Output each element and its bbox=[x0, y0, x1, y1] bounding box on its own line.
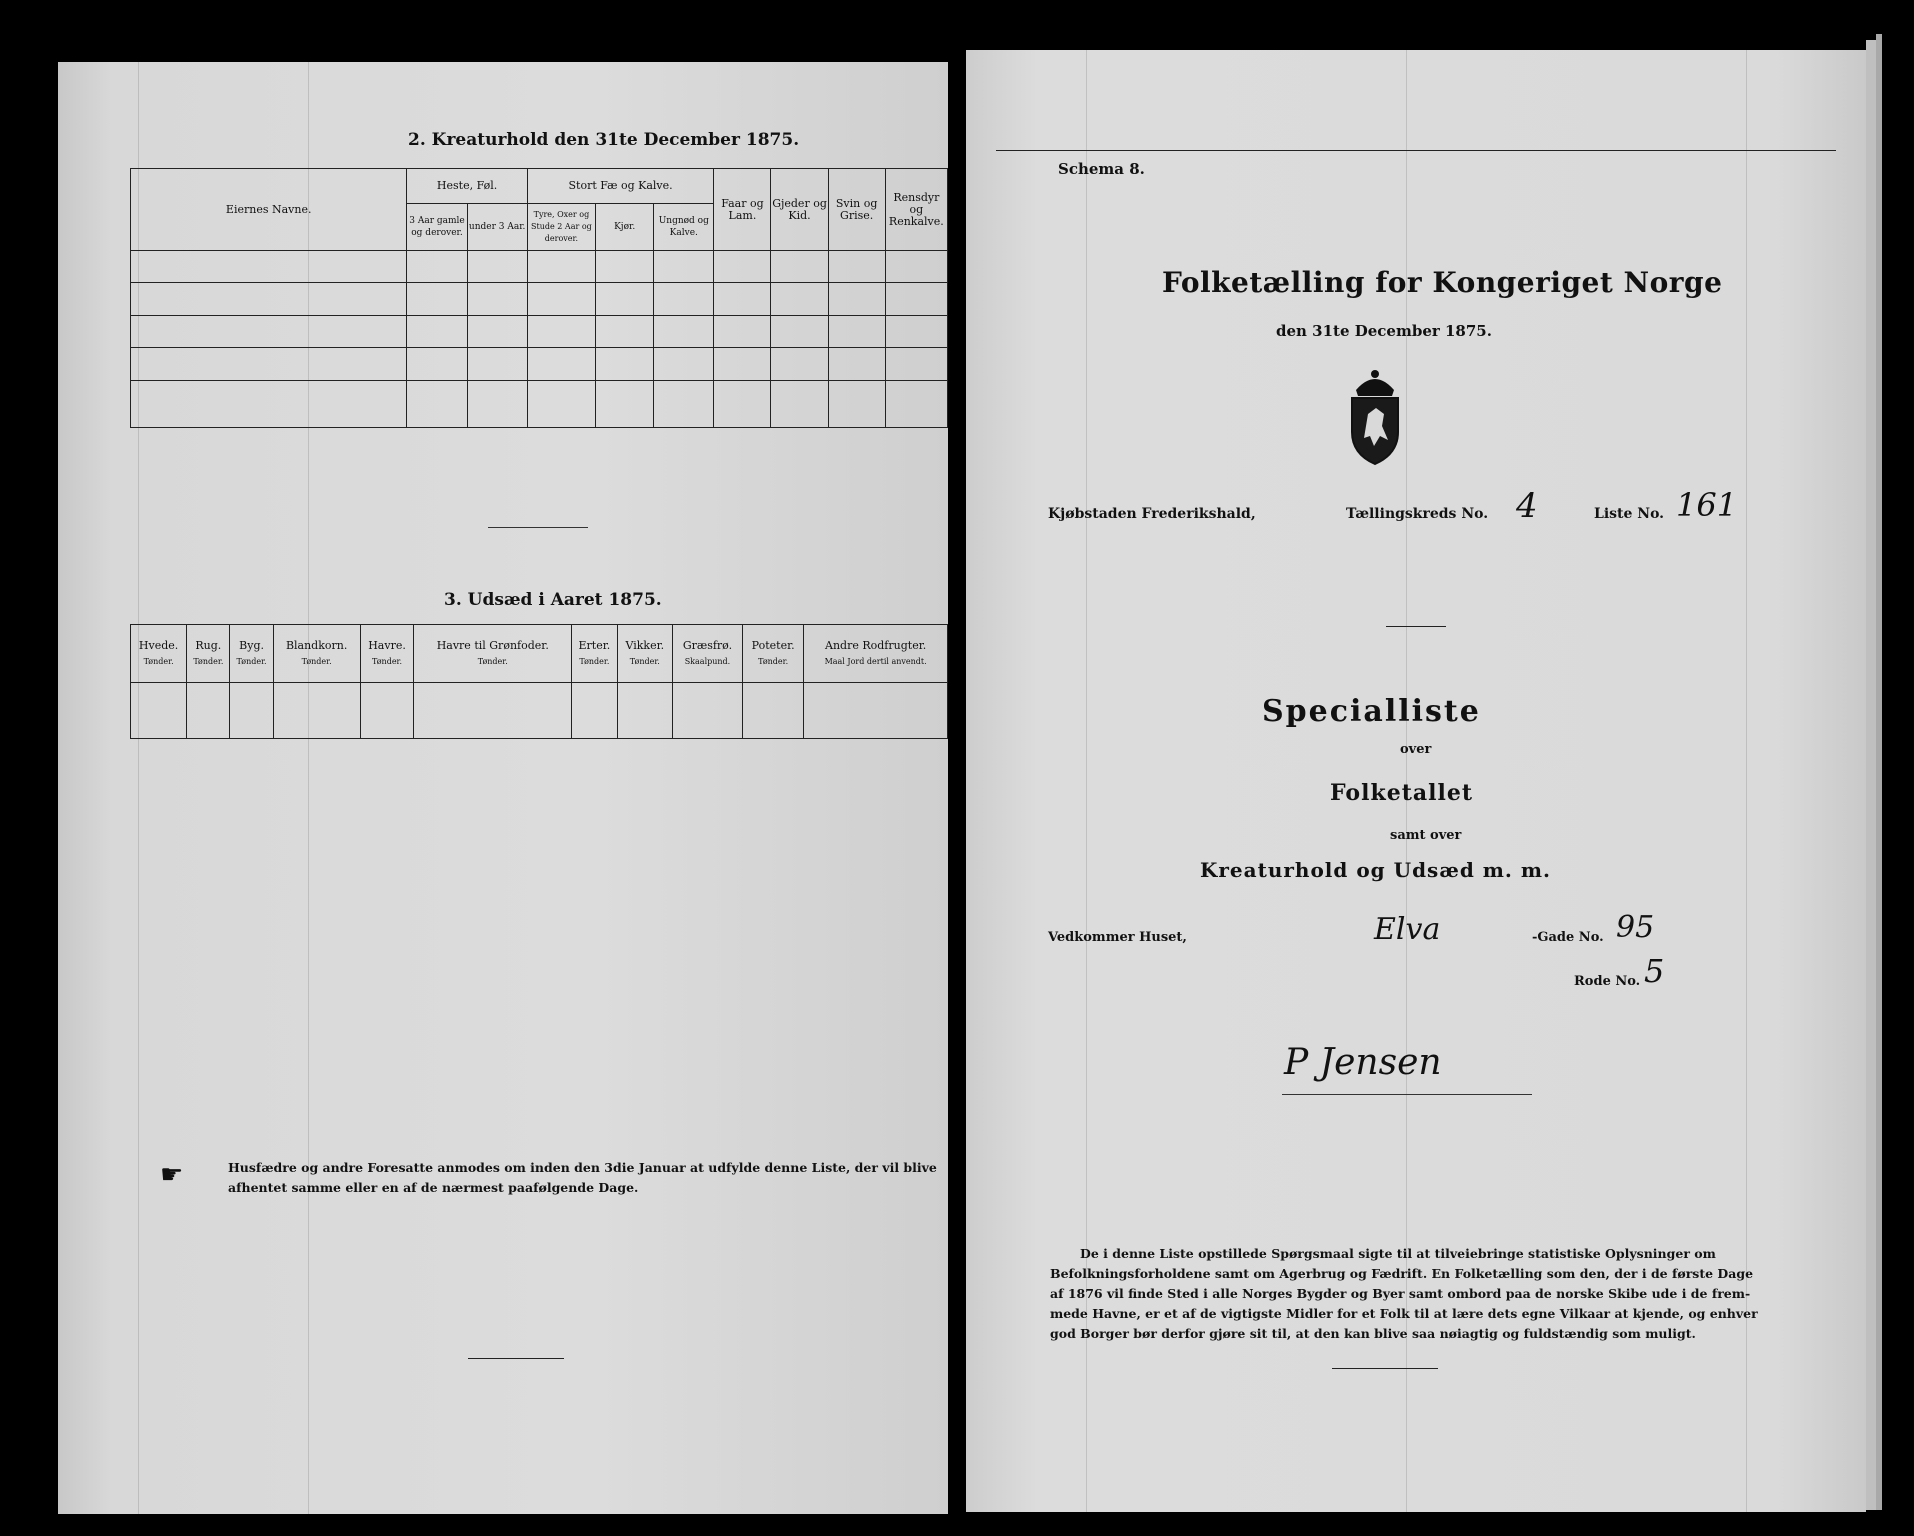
seed-header-name: Havre. bbox=[368, 638, 406, 652]
seed-header-unit: Tønder. bbox=[372, 656, 403, 666]
seed-header-unit: Maal Jord dertil anvendt. bbox=[824, 656, 927, 666]
cattle-sub-cows: Kjør. bbox=[596, 203, 654, 250]
goats-header: Gjeder og Kid. bbox=[771, 169, 828, 251]
sheep-header: Faar og Lam. bbox=[714, 169, 771, 251]
cattle-header: Stort Fæ og Kalve. bbox=[527, 169, 714, 204]
street-name: Elva bbox=[1374, 912, 1441, 947]
seed-value-cell bbox=[804, 683, 948, 739]
short-rule bbox=[1386, 626, 1446, 627]
seed-header-name: Poteter. bbox=[751, 638, 795, 652]
house-label: Vedkommer Huset, bbox=[1048, 930, 1187, 945]
seed-value-cell bbox=[743, 683, 804, 739]
signature-rule bbox=[1282, 1094, 1532, 1095]
over-text: over bbox=[1400, 742, 1432, 757]
footer-line-5: god Borger bør derfor gjøre sit til, at den kan blive saa nøiagtig og fuldstændig som muligt. bbox=[1050, 1326, 1696, 1341]
seed-header-name: Byg. bbox=[239, 638, 264, 652]
end-rule bbox=[1332, 1368, 1438, 1369]
main-title: Folketælling for Kongeriget Norge bbox=[1162, 266, 1723, 299]
seed-value-cell bbox=[273, 683, 360, 739]
seed-header-name: Vikker. bbox=[625, 638, 665, 652]
seed-table bbox=[130, 624, 948, 739]
footer-line-1: De i denne Liste opstillede Spørgsmaal sigte til at tilveiebringe statistiske Oplysninger om bbox=[1080, 1246, 1716, 1261]
rode-label: Rode No. bbox=[1574, 974, 1641, 989]
footer-line-4: mede Havne, er et af de vigtigste Midler for et Folk til at lære dets egne Vilkaar at kjende, og enhver bbox=[1050, 1306, 1758, 1321]
seed-header-cell bbox=[230, 625, 273, 683]
list-value: 161 bbox=[1676, 486, 1738, 524]
section2-title: 2. Kreaturhold den 31te December 1875. bbox=[408, 130, 800, 150]
seed-header-unit: Tønder. bbox=[236, 656, 267, 666]
section3-title: 3. Udsæd i Aaret 1875. bbox=[444, 590, 662, 610]
seed-value-cell bbox=[131, 683, 187, 739]
end-rule bbox=[468, 1358, 564, 1359]
seed-value-cell bbox=[414, 683, 572, 739]
seed-header-cell bbox=[672, 625, 742, 683]
notice-line-1: Husfædre og andre Foresatte anmodes om inden den 3die Januar at udfylde denne Liste, der vil blive bbox=[228, 1160, 937, 1175]
seed-header-cell bbox=[360, 625, 414, 683]
street-number: 95 bbox=[1616, 910, 1655, 945]
cattle-sub-oxen: Tyre, Oxer og Stude 2 Aar og derover. bbox=[527, 203, 595, 250]
seed-header-cell bbox=[804, 625, 948, 683]
footer-line-3: af 1876 vil finde Sted i alle Norges Bygder og Byer samt ombord paa de norske Skibe ude i de frem- bbox=[1050, 1286, 1751, 1301]
horses-sub-old: 3 Aar gamle og derover. bbox=[407, 203, 467, 250]
seed-header-unit: Tønder. bbox=[143, 656, 174, 666]
seed-header-unit: Tønder. bbox=[758, 656, 789, 666]
seed-header-name: Hvede. bbox=[138, 638, 179, 652]
notice-line-2: afhentet samme eller en af de nærmest paafølgende Dage. bbox=[228, 1180, 639, 1195]
seed-header-cell bbox=[131, 625, 187, 683]
seed-header-unit: Skaalpund. bbox=[684, 656, 731, 666]
seed-header-cell bbox=[414, 625, 572, 683]
seed-header-name: Rug. bbox=[195, 638, 222, 652]
kreaturhold-heading: Kreaturhold og Udsæd m. m. bbox=[1200, 858, 1551, 882]
seed-header-cell bbox=[572, 625, 618, 683]
footer-line-2: Befolkningsforholdene samt om Agerbrug og Fædrift. En Folketælling som den, der i de første Dage bbox=[1050, 1266, 1754, 1281]
seed-value-cell bbox=[672, 683, 742, 739]
seed-header-name: Blandkorn. bbox=[285, 638, 348, 652]
seed-value-cell bbox=[187, 683, 230, 739]
date-line: den 31te December 1875. bbox=[1276, 322, 1492, 340]
seed-header-unit: Tønder. bbox=[301, 656, 332, 666]
livestock-table bbox=[130, 168, 948, 428]
district-value: 4 bbox=[1516, 486, 1538, 526]
signature: P Jensen bbox=[1284, 1042, 1442, 1083]
cattle-sub-young: Ungnød og Kalve. bbox=[654, 203, 714, 250]
page-stack-edge bbox=[1876, 34, 1882, 1510]
street-label: -Gade No. bbox=[1532, 930, 1604, 945]
seed-header-name: Andre Rodfrugter. bbox=[825, 638, 927, 652]
pigs-header: Svin og Grise. bbox=[828, 169, 885, 251]
coat-of-arms-icon bbox=[1342, 366, 1408, 466]
list-label: Liste No. bbox=[1594, 506, 1665, 522]
seed-header-unit: Tønder. bbox=[477, 656, 508, 666]
seed-header-cell bbox=[743, 625, 804, 683]
folketallet-heading: Folketallet bbox=[1330, 780, 1473, 806]
horses-sub-young: under 3 Aar. bbox=[467, 203, 527, 250]
pointing-hand-icon: ☛ bbox=[160, 1160, 184, 1190]
samt-over-text: samt over bbox=[1390, 828, 1462, 843]
seed-header-cell bbox=[187, 625, 230, 683]
seed-header-cell bbox=[273, 625, 360, 683]
seed-header-unit: Tønder. bbox=[629, 656, 660, 666]
header-rule bbox=[996, 150, 1836, 151]
seed-value-cell bbox=[572, 683, 618, 739]
seed-header-cell bbox=[617, 625, 672, 683]
rode-value: 5 bbox=[1644, 952, 1665, 990]
seed-header-name: Græsfrø. bbox=[682, 638, 733, 652]
seed-header-unit: Tønder. bbox=[579, 656, 610, 666]
owner-header: Eiernes Navne. bbox=[131, 169, 407, 251]
separator-rule bbox=[488, 527, 588, 528]
seed-header-name: Havre til Grønfoder. bbox=[436, 638, 549, 652]
seed-value-cell bbox=[617, 683, 672, 739]
district-label: Tællingskreds No. bbox=[1346, 506, 1489, 522]
reindeer-header: Rensdyr og Renkalve. bbox=[885, 169, 947, 251]
left-page bbox=[58, 62, 948, 1514]
seed-value-cell bbox=[360, 683, 414, 739]
horses-header: Heste, Føl. bbox=[407, 169, 527, 204]
seed-value-cell bbox=[230, 683, 273, 739]
seed-header-unit: Tønder. bbox=[193, 656, 224, 666]
right-page bbox=[966, 50, 1866, 1512]
page-stack-edge bbox=[1866, 40, 1876, 1510]
specialliste-heading: Specialliste bbox=[1262, 694, 1481, 729]
schema-label: Schema 8. bbox=[1058, 160, 1145, 178]
town-label: Kjøbstaden Frederikshald, bbox=[1048, 506, 1256, 522]
seed-header-name: Erter. bbox=[578, 638, 611, 652]
